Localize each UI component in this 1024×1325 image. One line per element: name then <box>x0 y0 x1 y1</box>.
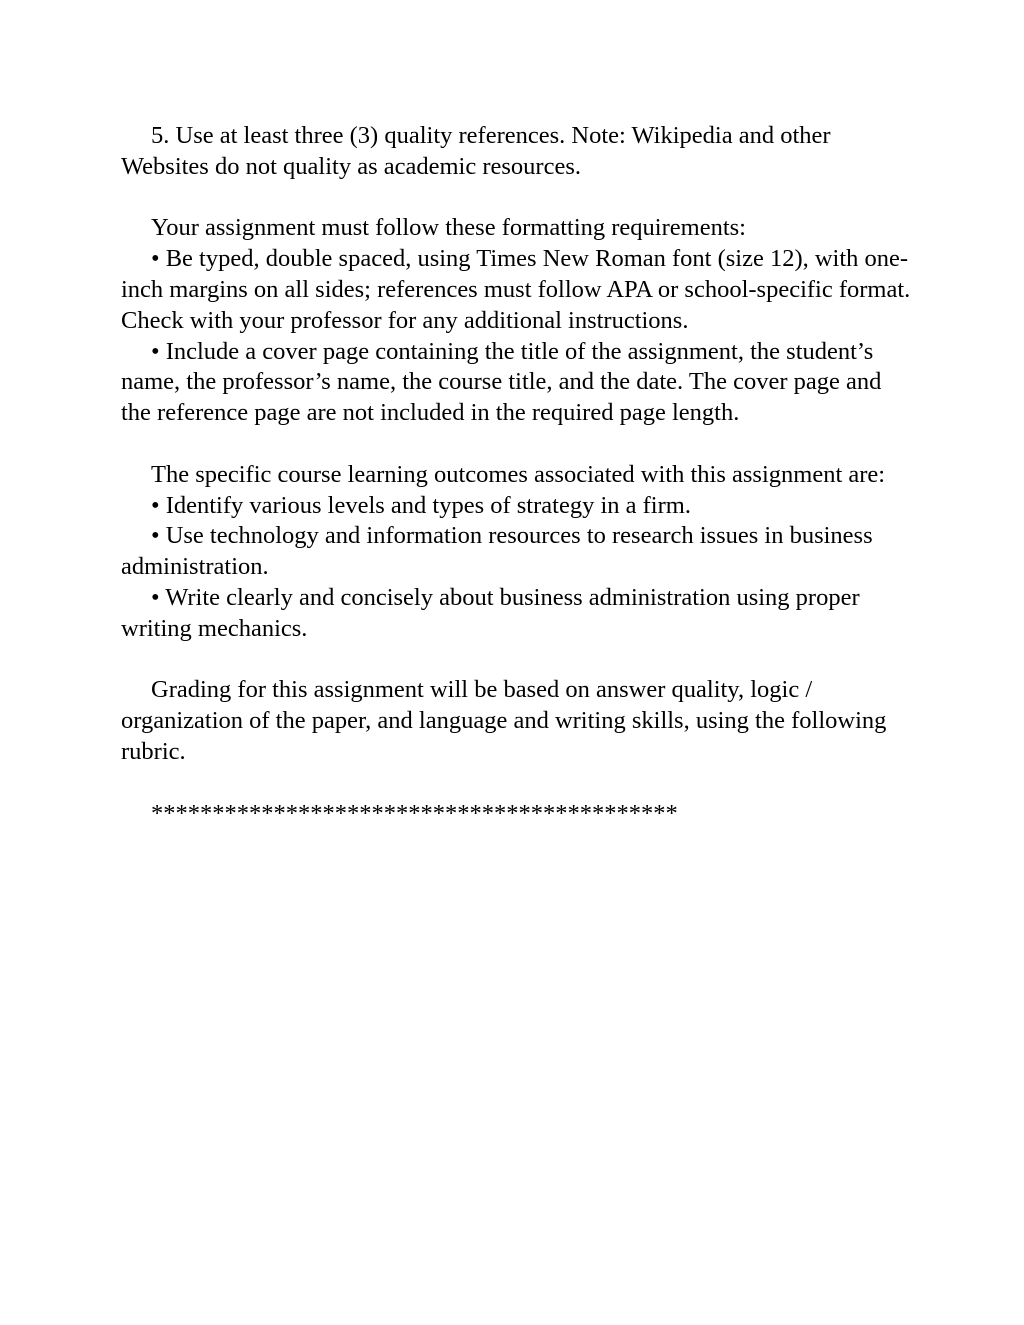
formatting-intro: Your assignment must follow these formatting requirements: <box>151 214 746 242</box>
grading-statement: Grading for this assignment will be based on answer quality, logic / organization of the paper, and language and writing skills, using the following rubric. <box>121 676 887 765</box>
spacer <box>121 429 911 460</box>
document-page <box>121 121 911 829</box>
spacer <box>121 645 911 676</box>
formatting-bullet-typed: • Be typed, double spaced, using Times New Roman font (size 12), with one-inch margins on all sides; references must follow APA or school-specific format. Check with your professor for any additional instructions. <box>121 245 911 334</box>
asterisk-separator: ******************************************* <box>151 799 678 827</box>
outcome-strategy: • Identify various levels and types of strategy in a firm. <box>151 491 691 519</box>
formatting-bullet-cover-page: • Include a cover page containing the title of the assignment, the student’s name, the professor’s name, the course title, and the date. The cover page and the reference page are not included in the required page length. <box>121 337 882 427</box>
outcomes-intro: The specific course learning outcomes associated with this assignment are: <box>151 460 886 488</box>
outcome-writing: • Write clearly and concisely about business administration using proper writing mechanics. <box>121 583 860 642</box>
spacer <box>121 183 911 214</box>
reference-requirement: 5. Use at least three (3) quality references. Note: Wikipedia and other Websites do not quality as academic resources. <box>121 122 831 180</box>
spacer <box>121 768 911 799</box>
outcome-technology: • Use technology and information resources to research issues in business administration. <box>121 522 873 581</box>
